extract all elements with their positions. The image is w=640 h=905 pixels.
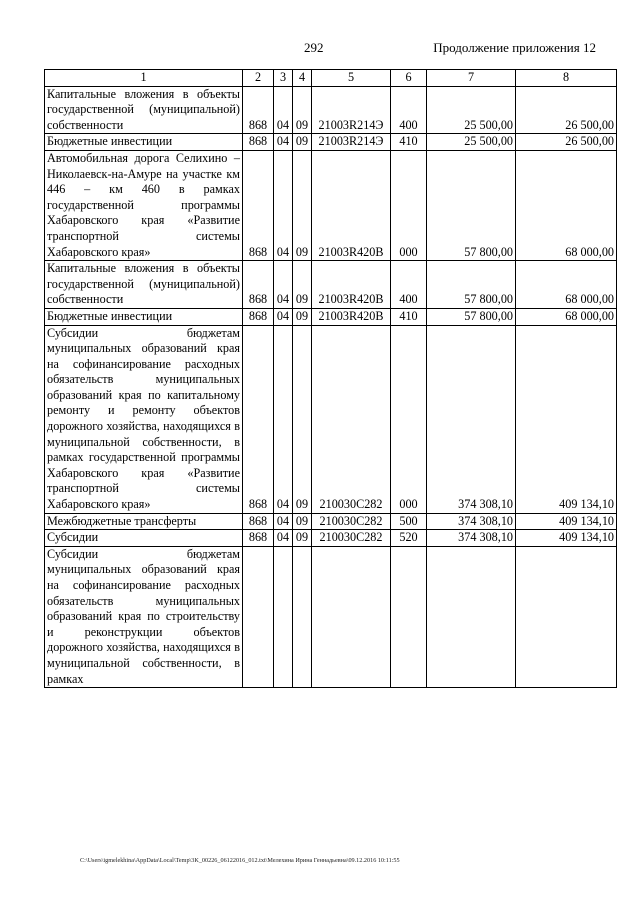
section-code: 04	[274, 261, 293, 309]
column-header: 6	[391, 70, 427, 87]
row-description: Капитальные вложения в объекты государственной (муниципальной) собственности	[45, 261, 243, 309]
expense-type-code: 000	[391, 325, 427, 513]
column-header: 7	[427, 70, 516, 87]
table-row	[45, 150, 617, 260]
subsection-code: 09	[293, 261, 312, 309]
amount-year-1: 25 500,00	[427, 134, 516, 151]
amount-year-2: 409 134,10	[516, 513, 617, 530]
target-article-code: 21003R420B	[312, 150, 391, 260]
table-row	[45, 308, 617, 325]
amount-year-2: 68 000,00	[516, 150, 617, 260]
expense-type-code: 400	[391, 261, 427, 309]
ministry-code	[243, 546, 274, 687]
amount-year-2: 26 500,00	[516, 134, 617, 151]
target-article-code: 21003R214Э	[312, 86, 391, 134]
row-description: Субсидии бюджетам муниципальных образований края на софинансирование расходных обязательств муниципальных образований края по капитальному ремонту и ремонту объектов дорожного хозяйства, находящихся в муниципальной собственности, в рамках государственной программы Хабаровского края «Развитие транспортной системы Хабаровского края»	[45, 325, 243, 513]
subsection-code: 09	[293, 513, 312, 530]
subsection-code: 09	[293, 325, 312, 513]
row-description: Бюджетные инвестиции	[45, 134, 243, 151]
section-code: 04	[274, 134, 293, 151]
expense-type-code	[391, 546, 427, 687]
section-code	[274, 546, 293, 687]
section-code: 04	[274, 325, 293, 513]
ministry-code: 868	[243, 308, 274, 325]
amount-year-1: 57 800,00	[427, 150, 516, 260]
amount-year-2: 409 134,10	[516, 530, 617, 547]
amount-year-2: 26 500,00	[516, 86, 617, 134]
ministry-code: 868	[243, 530, 274, 547]
expense-type-code: 520	[391, 530, 427, 547]
target-article-code: 210030C282	[312, 530, 391, 547]
section-code: 04	[274, 150, 293, 260]
amount-year-1: 57 800,00	[427, 261, 516, 309]
row-description: Бюджетные инвестиции	[45, 308, 243, 325]
expense-type-code: 410	[391, 134, 427, 151]
table-row	[45, 261, 617, 309]
ministry-code: 868	[243, 261, 274, 309]
ministry-code: 868	[243, 513, 274, 530]
amount-year-1: 25 500,00	[427, 86, 516, 134]
subsection-code: 09	[293, 86, 312, 134]
table-row	[45, 325, 617, 513]
column-header: 4	[293, 70, 312, 87]
section-code: 04	[274, 308, 293, 325]
table-row	[45, 530, 617, 547]
column-header: 3	[274, 70, 293, 87]
expense-type-code: 500	[391, 513, 427, 530]
table-row	[45, 546, 617, 687]
amount-year-2	[516, 546, 617, 687]
ministry-code: 868	[243, 134, 274, 151]
amount-year-1	[427, 546, 516, 687]
expense-type-code: 400	[391, 86, 427, 134]
amount-year-2: 68 000,00	[516, 261, 617, 309]
amount-year-1: 57 800,00	[427, 308, 516, 325]
row-description: Межбюджетные трансферты	[45, 513, 243, 530]
target-article-code: 210030C282	[312, 513, 391, 530]
ministry-code: 868	[243, 86, 274, 134]
row-description: Автомобильная дорога Селихино – Николаевск-на-Амуре на участке км 446 – км 460 в рамках государственной программы Хабаровского края «Развитие транспортной системы Хабаровского края»	[45, 150, 243, 260]
ministry-code: 868	[243, 150, 274, 260]
table-header-row	[45, 70, 617, 87]
budget-table	[44, 69, 617, 688]
amount-year-2: 409 134,10	[516, 325, 617, 513]
subsection-code: 09	[293, 150, 312, 260]
row-description: Субсидии бюджетам муниципальных образований края на софинансирование расходных обязательств муниципальных образований края по строительству и реконструкции объектов дорожного хозяйства, находящихся в муниципальной собственности, в рамках	[45, 546, 243, 687]
subsection-code: 09	[293, 134, 312, 151]
section-code: 04	[274, 530, 293, 547]
table-row	[45, 134, 617, 151]
target-article-code: 21003R420B	[312, 261, 391, 309]
ministry-code: 868	[243, 325, 274, 513]
amount-year-1: 374 308,10	[427, 325, 516, 513]
target-article-code: 21003R420B	[312, 308, 391, 325]
appendix-continuation-note: Продолжение приложения 12	[433, 40, 596, 55]
page-number: 292	[304, 40, 324, 55]
target-article-code	[312, 546, 391, 687]
table-row	[45, 86, 617, 134]
expense-type-code: 000	[391, 150, 427, 260]
row-description: Капитальные вложения в объекты государственной (муниципальной) собственности	[45, 86, 243, 134]
subsection-code: 09	[293, 308, 312, 325]
amount-year-2: 68 000,00	[516, 308, 617, 325]
subsection-code: 09	[293, 530, 312, 547]
section-code: 04	[274, 513, 293, 530]
amount-year-1: 374 308,10	[427, 530, 516, 547]
amount-year-1: 374 308,10	[427, 513, 516, 530]
subsection-code	[293, 546, 312, 687]
column-header: 8	[516, 70, 617, 87]
column-header: 5	[312, 70, 391, 87]
target-article-code: 210030C282	[312, 325, 391, 513]
expense-type-code: 410	[391, 308, 427, 325]
target-article-code: 21003R214Э	[312, 134, 391, 151]
column-header: 2	[243, 70, 274, 87]
table-row	[45, 513, 617, 530]
row-description: Субсидии	[45, 530, 243, 547]
footer-file-path: C:\Users\igmelekhina\AppData\Local\Temp\3K_00226_06122016_012.txt\Мелехина Ирина Геннадьевна\09.12.2016 10:11:55	[80, 857, 400, 864]
column-header: 1	[45, 70, 243, 87]
section-code: 04	[274, 86, 293, 134]
